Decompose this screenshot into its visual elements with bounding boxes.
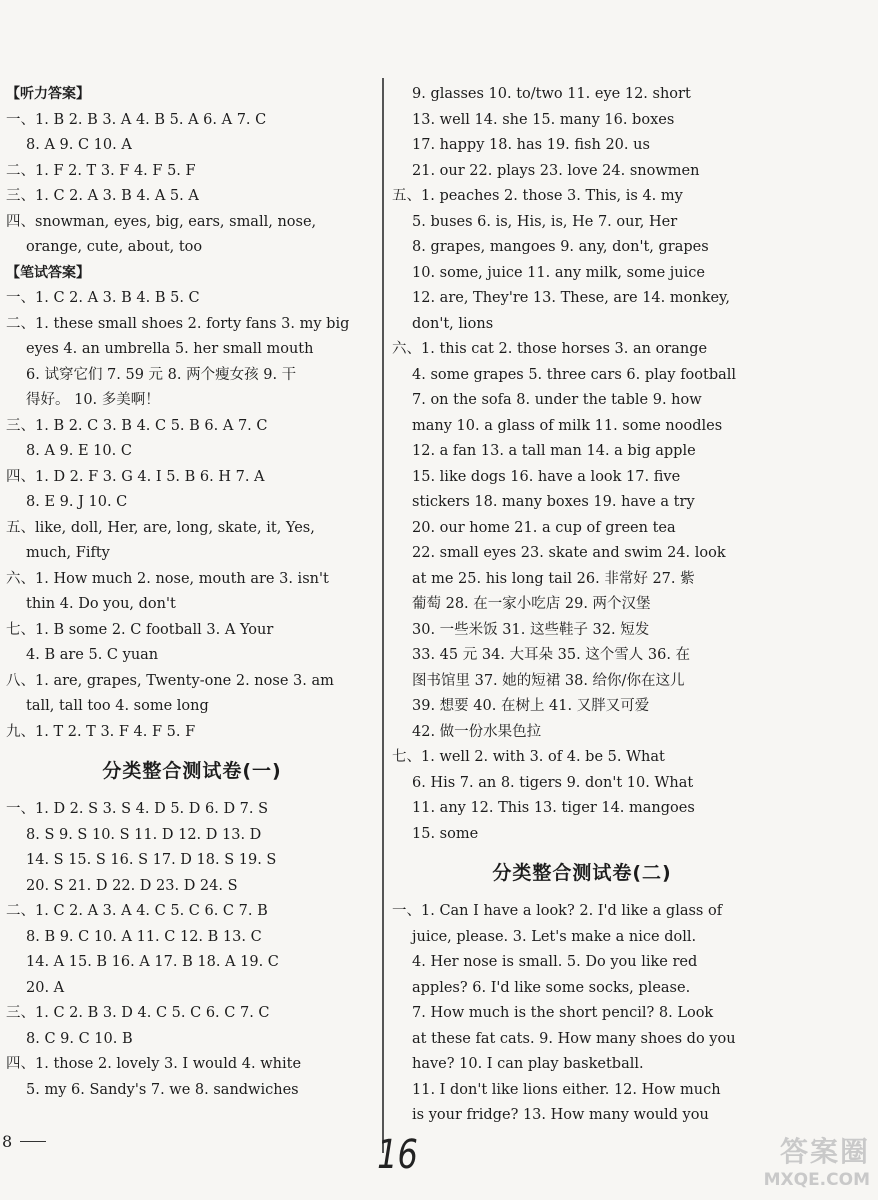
answer-line: 14. A 15. B 16. A 17. B 18. A 19. C [26, 954, 279, 970]
answer-line: 7. on the sofa 8. under the table 9. how [412, 392, 702, 408]
answer-line: 22. small eyes 23. skate and swim 24. look [412, 545, 726, 561]
answer-line: 12. a fan 13. a tall man 14. a big apple [412, 443, 696, 459]
answer-line: 4. Her nose is small. 5. Do you like red [412, 954, 698, 970]
page-number: 8 [2, 1132, 13, 1151]
answer-line: 四、1. those 2. lovely 3. I would 4. white [6, 1056, 302, 1072]
answer-line: 8. A 9. C 10. A [26, 137, 132, 153]
right-answer-column [392, 82, 772, 1129]
answer-line: 14. S 15. S 16. S 17. D 18. S 19. S [26, 852, 277, 868]
answer-line: 六、1. this cat 2. those horses 3. an orange [392, 341, 708, 357]
answer-line: 一、1. Can I have a look? 2. I'd like a glass of [392, 903, 723, 919]
answer-line: tall, tall too 4. some long [26, 698, 209, 714]
section-heading: 【笔试答案】 [6, 264, 90, 281]
column-divider [382, 78, 384, 1153]
answer-line: at me 25. his long tail 26. 非常好 27. 紫 [412, 570, 695, 587]
section-title: 分类整合测试卷(二) [492, 862, 672, 884]
left-answer-column [6, 82, 378, 1103]
answer-line: at these fat cats. 9. How many shoes do you [412, 1030, 736, 1047]
answer-line: 二、1. these small shoes 2. forty fans 3. my big [6, 315, 350, 332]
answer-line: stickers 18. many boxes 19. have a try [412, 494, 695, 510]
answer-line: eyes 4. an umbrella 5. her small mouth [26, 341, 314, 357]
answer-line: 图书馆里 37. 她的短裙 38. 给你/你在这儿 [412, 672, 685, 689]
answer-line: 五、like, doll, Her, are, long, skate, it, Yes, [6, 519, 315, 536]
answer-line: 二、1. C 2. A 3. A 4. C 5. C 6. C 7. B [6, 903, 268, 919]
answer-line: 三、1. C 2. A 3. B 4. A 5. A [6, 188, 199, 204]
answer-line: 七、1. well 2. with 3. of 4. be 5. What [392, 749, 665, 765]
answer-line: orange, cute, about, too [26, 239, 203, 255]
answer-line: 33. 45 元 34. 大耳朵 35. 这个雪人 36. 在 [412, 647, 691, 663]
answer-line: juice, please. 3. Let's make a nice doll. [412, 928, 697, 945]
answer-line: 15. like dogs 16. have a look 17. five [412, 468, 681, 485]
answer-line: is your fridge? 13. How many would you [412, 1107, 709, 1123]
answer-line: 三、1. C 2. B 3. D 4. C 5. C 6. C 7. C [6, 1005, 270, 1021]
answer-line: 5. my 6. Sandy's 7. we 8. sandwiches [26, 1081, 299, 1098]
answer-line: 4. some grapes 5. three cars 6. play football [412, 366, 737, 383]
answer-line: don't, lions [412, 315, 494, 332]
answer-line: 8. C 9. C 10. B [26, 1030, 133, 1047]
answer-line: 11. I don't like lions either. 12. How much [412, 1081, 721, 1098]
footer-rule [20, 1141, 46, 1142]
answer-line: 8. E 9. J 10. C [26, 494, 128, 510]
answer-line: 8. grapes, mangoes 9. any, don't, grapes [412, 239, 709, 255]
site-watermark [730, 1130, 870, 1196]
answer-line: apples? 6. I'd like some socks, please. [412, 979, 691, 996]
answer-line: 六、1. How much 2. nose, mouth are 3. isn't [6, 570, 329, 587]
answer-line: 6. 试穿它们 7. 59 元 8. 两个瘦女孩 9. 干 [26, 366, 297, 383]
answer-line: 9. glasses 10. to/two 11. eye 12. short [412, 86, 691, 102]
answer-line: have? 10. I can play basketball. [412, 1056, 644, 1072]
answer-line: 三、1. B 2. C 3. B 4. C 5. B 6. A 7. C [6, 417, 268, 434]
answer-line: 四、snowman, eyes, big, ears, small, nose, [6, 213, 317, 230]
answer-line: 15. some [412, 825, 479, 842]
answer-line: 七、1. B some 2. C football 3. A Your [6, 621, 274, 638]
answer-line: 20. A [26, 979, 65, 996]
answer-line: 7. How much is the short pencil? 8. Look [412, 1005, 714, 1021]
answer-line: 11. any 12. This 13. tiger 14. mangoes [412, 800, 695, 816]
answer-line: 得好。 10. 多美啊！ [26, 392, 160, 408]
answer-line: 39. 想要 40. 在树上 41. 又胖又可爱 [412, 698, 650, 714]
answer-line: 八、1. are, grapes, Twenty-one 2. nose 3. am [6, 672, 334, 689]
answer-line: many 10. a glass of milk 11. some noodles [412, 417, 723, 434]
answer-line: 五、1. peaches 2. those 3. This, is 4. my [392, 188, 683, 204]
answer-line: 8. B 9. C 10. A 11. C 12. B 13. C [26, 928, 262, 945]
answer-line: thin 4. Do you, don't [26, 596, 176, 612]
answer-line: 42. 做一份水果色拉 [412, 723, 542, 740]
answer-line: 一、1. B 2. B 3. A 4. B 5. A 6. A 7. C [6, 111, 267, 128]
answer-line: 一、1. D 2. S 3. S 4. D 5. D 6. D 7. S [6, 801, 269, 817]
answer-line: 4. B are 5. C yuan [26, 647, 159, 663]
answer-line: 30. 一些米饭 31. 这些鞋子 32. 短发 [412, 621, 650, 638]
answer-line: 二、1. F 2. T 3. F 4. F 5. F [6, 162, 196, 179]
answer-line: 20. S 21. D 22. D 23. D 24. S [26, 877, 238, 894]
answer-line: 四、1. D 2. F 3. G 4. I 5. B 6. H 7. A [6, 468, 265, 485]
handwritten-page-number: 16 [377, 1132, 418, 1178]
section-title: 分类整合测试卷(一) [102, 760, 282, 782]
answer-line: 12. are, They're 13. These, are 14. monkey, [412, 290, 730, 306]
answer-line: 17. happy 18. has 19. fish 20. us [412, 137, 650, 153]
answer-line: much, Fifty [26, 545, 110, 561]
answer-line: 8. A 9. E 10. C [26, 443, 132, 459]
watermark-name: 答案圈 [779, 1135, 870, 1168]
answer-line: 5. buses 6. is, His, is, He 7. our, Her [412, 213, 678, 230]
answer-line: 21. our 22. plays 23. love 24. snowmen [412, 162, 700, 179]
watermark-url: MXQE.COM [763, 1170, 870, 1190]
answer-line: 九、1. T 2. T 3. F 4. F 5. F [6, 723, 196, 740]
answer-line: 20. our home 21. a cup of green tea [412, 519, 676, 536]
answer-line: 一、1. C 2. A 3. B 4. B 5. C [6, 290, 200, 306]
answer-line: 10. some, juice 11. any milk, some juice [412, 264, 705, 281]
answer-line: 葡萄 28. 在一家小吃店 29. 两个汉堡 [412, 596, 651, 612]
answer-line: 8. S 9. S 10. S 11. D 12. D 13. D [26, 826, 262, 843]
answer-line: 13. well 14. she 15. many 16. boxes [412, 111, 675, 128]
answer-line: 6. His 7. an 8. tigers 9. don't 10. What [412, 774, 694, 791]
section-heading: 【听力答案】 [6, 86, 90, 102]
